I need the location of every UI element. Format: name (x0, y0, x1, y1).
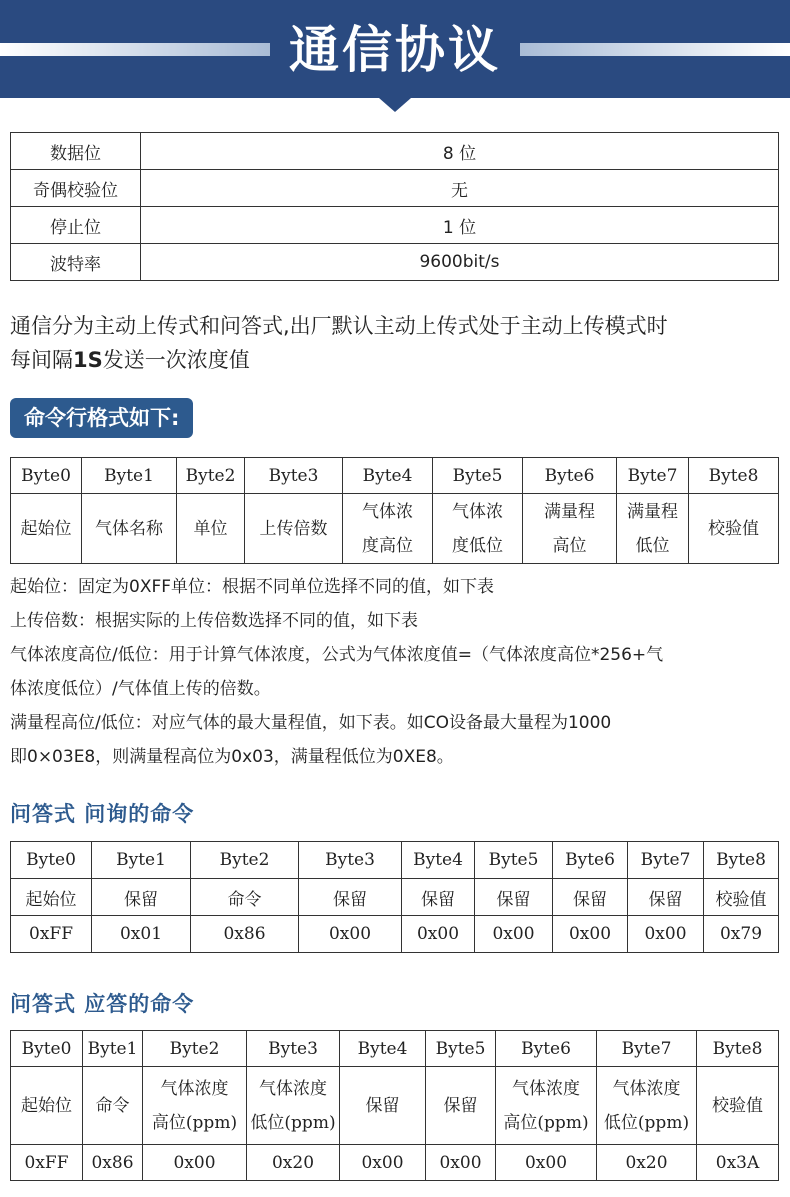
header-cell: Byte6 (553, 842, 628, 879)
cell: 保留 (553, 879, 628, 916)
cell (523, 494, 617, 564)
intro-paragraph (10, 309, 780, 377)
cell-line: 气体名称 (95, 518, 163, 539)
header-cell: Byte7 (628, 842, 704, 879)
cell (426, 1067, 496, 1145)
cell (143, 1067, 247, 1145)
cell: 保留 (475, 879, 553, 916)
cell-line: 气体浓 (452, 501, 503, 522)
header-cell: Byte5 (475, 842, 553, 879)
cell: 0xFF (11, 916, 92, 953)
cell-line: 起始位 (20, 518, 72, 539)
header-cell: Byte8 (689, 458, 779, 494)
cell: 0x3A (697, 1145, 779, 1181)
note-line: 即0×03E8，则满量程高位为0x03，满量程低位为0XE8。 (10, 747, 454, 767)
header-cell: Byte6 (496, 1031, 597, 1067)
table-row (11, 879, 779, 916)
table-row (11, 133, 779, 170)
header-cell: Byte4 (340, 1031, 426, 1067)
cell: 0x01 (92, 916, 191, 953)
cell (177, 494, 245, 564)
cell (82, 494, 177, 564)
cell (11, 1067, 83, 1145)
cell (343, 494, 433, 564)
cell (433, 494, 523, 564)
note-line: 起始位：固定为0XFF单位：根据不同单位选择不同的值，如下表 (10, 577, 495, 597)
cell-line: 气体浓度 (512, 1078, 580, 1099)
header-cell: Byte2 (177, 458, 245, 494)
intro-line-1: 通信分为主动上传式和问答式,出厂默认主动上传式处于主动上传模式时 (10, 314, 668, 338)
param-label: 停止位 (11, 207, 141, 244)
table-header-row (11, 1031, 779, 1067)
table-row (11, 244, 779, 281)
cell: 0x79 (704, 916, 779, 953)
response-section-title: 问答式 应答的命令 (10, 992, 195, 1016)
header-cell: Byte0 (11, 1031, 83, 1067)
notes-block (10, 570, 785, 774)
cell (247, 1067, 340, 1145)
table-row (11, 170, 779, 207)
command-format-table (10, 457, 779, 564)
cell: 0x00 (628, 916, 704, 953)
intro-bold: 1S (73, 348, 103, 372)
header-cell: Byte4 (343, 458, 433, 494)
cell (496, 1067, 597, 1145)
cell-line: 校验值 (708, 518, 759, 539)
header-cell: Byte1 (83, 1031, 143, 1067)
cell: 命令 (191, 879, 299, 916)
cell: 校验值 (704, 879, 779, 916)
table-row (11, 1145, 779, 1181)
command-format-badge: 命令行格式如下: (10, 398, 193, 438)
param-value: 8 位 (141, 133, 779, 170)
cell (597, 1067, 697, 1145)
table-row (11, 207, 779, 244)
header-cell: Byte8 (704, 842, 779, 879)
query-section-title: 问答式 问询的命令 (10, 802, 195, 826)
cell-line: 命令 (95, 1095, 130, 1116)
cell-line: 满量程 (544, 501, 595, 522)
intro-text: 每间隔 (10, 348, 73, 372)
cell-line: 气体浓度 (612, 1078, 681, 1099)
cell: 保留 (402, 879, 475, 916)
cell-line: 气体浓度 (259, 1078, 327, 1099)
cell-line: 高位(ppm) (151, 1112, 238, 1133)
header-cell: Byte1 (92, 842, 191, 879)
cell-line: 低位(ppm) (603, 1112, 690, 1133)
header-cell: Byte6 (523, 458, 617, 494)
cell: 0x00 (426, 1145, 496, 1181)
header-cell: Byte8 (697, 1031, 779, 1067)
cell (245, 494, 343, 564)
note-line: 上传倍数：根据实际的上传倍数选择不同的值，如下表 (10, 611, 418, 631)
intro-text: 发送一次浓度值 (102, 348, 250, 372)
cell-line: 气体浓度 (160, 1078, 229, 1099)
cell: 保留 (299, 879, 402, 916)
cell-line: 高位 (552, 535, 587, 556)
cell: 0x00 (496, 1145, 597, 1181)
header-cell: Byte3 (299, 842, 402, 879)
cell: 0x86 (83, 1145, 143, 1181)
cell-line: 起始位 (21, 1095, 72, 1116)
query-table (10, 841, 779, 953)
cell (83, 1067, 143, 1145)
header-cell: Byte3 (247, 1031, 340, 1067)
param-value: 9600bit/s (141, 244, 779, 281)
cell-line: 高位(ppm) (503, 1112, 589, 1133)
cell (689, 494, 779, 564)
cell: 保留 (92, 879, 191, 916)
cell (11, 494, 82, 564)
cell: 0x00 (402, 916, 475, 953)
cell-line: 保留 (365, 1095, 400, 1116)
param-label: 奇偶校验位 (11, 170, 141, 207)
cell (697, 1067, 779, 1145)
cell: 保留 (628, 879, 704, 916)
cell-line: 满量程 (627, 501, 678, 522)
cell-line: 气体浓 (362, 501, 413, 522)
cell: 0xFF (11, 1145, 83, 1181)
header-cell: Byte2 (191, 842, 299, 879)
header-cell: Byte4 (402, 842, 475, 879)
table-row (11, 494, 779, 564)
header-cell: Byte5 (426, 1031, 496, 1067)
table-header-row (11, 842, 779, 879)
param-label: 数据位 (11, 133, 141, 170)
cell-line: 低位(ppm) (250, 1112, 336, 1133)
intro-line-2 (10, 343, 780, 377)
table-header-row (11, 458, 779, 494)
header-cell: Byte1 (82, 458, 177, 494)
note-line: 满量程高位/低位：对应气体的最大量程值，如下表。如CO设备最大量程为1000 (10, 713, 612, 733)
table-row (11, 916, 779, 953)
note-line: 气体浓度高位/低位：用于计算气体浓度，公式为气体浓度值=（气体浓度高位*256+气 (10, 645, 664, 665)
cell-line: 度高位 (362, 535, 413, 556)
cell-line: 度低位 (452, 535, 503, 556)
cell-line: 上传倍数 (259, 518, 328, 539)
cell: 0x00 (340, 1145, 426, 1181)
header-cell: Byte0 (11, 842, 92, 879)
params-table (10, 132, 779, 281)
header-cell: Byte2 (143, 1031, 247, 1067)
table-row (11, 1067, 779, 1145)
header-cell: Byte3 (245, 458, 343, 494)
cell: 0x20 (597, 1145, 697, 1181)
cell: 0x20 (247, 1145, 340, 1181)
cell: 起始位 (11, 879, 92, 916)
header-cell: Byte0 (11, 458, 82, 494)
header-cell: Byte7 (617, 458, 689, 494)
cell-line: 单位 (193, 518, 228, 539)
cell: 0x00 (475, 916, 553, 953)
page-title: 通信协议 (289, 21, 501, 79)
cell-line: 校验值 (712, 1095, 763, 1116)
cell (617, 494, 689, 564)
header-cell: Byte7 (597, 1031, 697, 1067)
cell-line: 保留 (443, 1095, 478, 1116)
response-table (10, 1030, 779, 1181)
cell-line: 低位 (635, 535, 670, 556)
header-banner (0, 0, 790, 112)
param-label: 波特率 (11, 244, 141, 281)
cell: 0x00 (299, 916, 402, 953)
header-cell: Byte5 (433, 458, 523, 494)
param-value: 1 位 (141, 207, 779, 244)
cell: 0x00 (553, 916, 628, 953)
param-value: 无 (141, 170, 779, 207)
cell: 0x86 (191, 916, 299, 953)
cell: 0x00 (143, 1145, 247, 1181)
cell (340, 1067, 426, 1145)
note-line: 体浓度低位）/气体值上传的倍数。 (10, 679, 271, 699)
